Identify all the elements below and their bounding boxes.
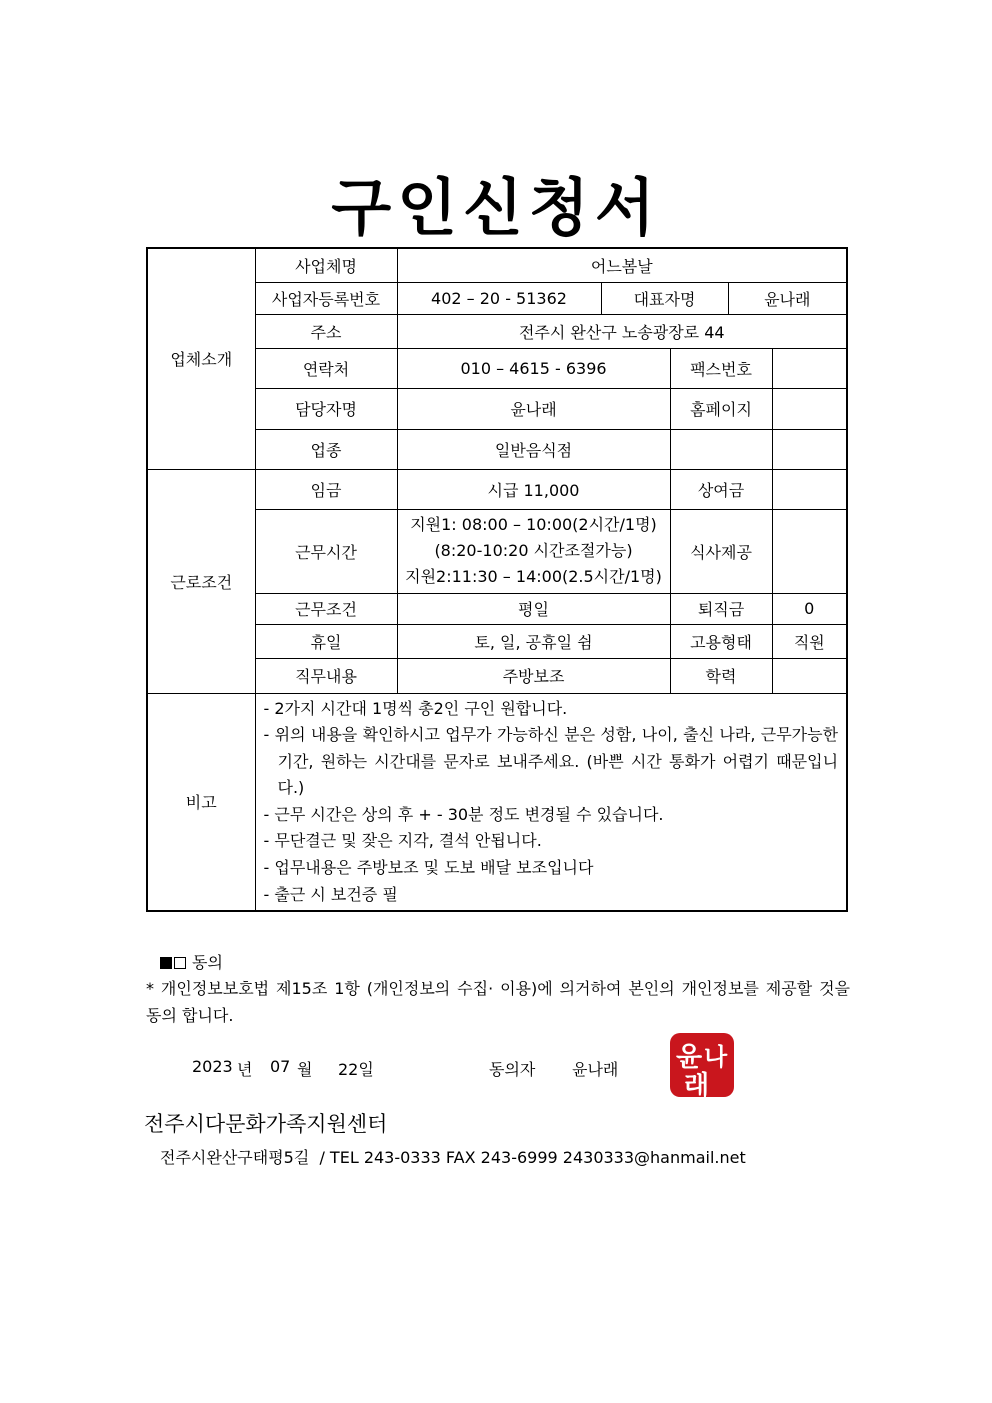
section-company: 업체소개 <box>147 248 255 469</box>
regno-value: 402 – 20 - 51362 <box>397 282 601 314</box>
industry-extra-value <box>772 429 847 469</box>
bonus-label: 상여금 <box>670 469 772 509</box>
wage-value: 시급 11,000 <box>397 469 670 509</box>
consent-statement: * 개인정보보호법 제15조 1항 (개인정보의 수집· 이용)에 의거하여 본인의 개인정보를 제공할 것을 동의 합니다. <box>146 979 850 1025</box>
remark-item: - 위의 내용을 확인하시고 업무가 가능하신 분은 성함, 나이, 출신 나라, 근무가능한 기간, 원하는 시간대를 문자로 보내주세요. (바쁜 시간 통화가 어렵기 때문입니다.) <box>263 725 839 798</box>
holiday-value: 토, 일, 공휴일 쉼 <box>397 624 670 658</box>
application-form-table <box>146 247 848 912</box>
signer-label: 동의자 <box>489 1060 536 1079</box>
workcond-value: 평일 <box>397 593 670 624</box>
checked-box-icon[interactable] <box>160 957 172 969</box>
address-label: 주소 <box>255 314 397 348</box>
fax-label: 팩스번호 <box>670 348 772 388</box>
hours-line-1: 지원1: 08:00 – 10:00(2시간/1명) <box>410 515 657 534</box>
wage-label: 임금 <box>255 469 397 509</box>
date-year: 2023 <box>192 1057 233 1076</box>
date-year-unit: 년 <box>237 1060 253 1079</box>
severance-label: 퇴직금 <box>670 593 772 624</box>
consent-label: 동의 <box>192 953 223 972</box>
meal-label: 식사제공 <box>670 509 772 593</box>
industry-label: 업종 <box>255 429 397 469</box>
center-contact-info: 전주시완산구태평5길 / TEL 243-0333 FAX 243-6999 2430333@hanmail.net <box>160 1148 746 1167</box>
representative-label: 대표자명 <box>601 282 728 314</box>
signer-name: 윤나래 <box>572 1060 619 1079</box>
remark-item: - 무단결근 및 잦은 지각, 결석 안됩니다. <box>263 831 542 851</box>
contact-label: 연락처 <box>255 348 397 388</box>
employment-label: 고용형태 <box>670 624 772 658</box>
duty-label: 직무내용 <box>255 658 397 693</box>
remark-item: - 2가지 시간대 1명씩 총2인 구인 원합니다. <box>263 698 568 718</box>
company-name-value: 어느봄날 <box>397 248 847 282</box>
hours-value <box>397 509 670 593</box>
date-day: 22일 <box>338 1060 374 1079</box>
document-title: 구인신청서 <box>331 171 661 244</box>
date-month-unit: 월 <box>297 1060 313 1079</box>
industry-extra <box>670 429 772 469</box>
hours-line-2: (8:20-10:20 시간조절가능) <box>434 541 633 560</box>
company-name-label: 사업체명 <box>255 248 397 282</box>
contact-value: 010 – 4615 - 6396 <box>397 348 670 388</box>
remark-item: - 업무내용은 주방보조 및 도보 배달 보조입니다 <box>263 858 594 878</box>
center-name: 전주시다문화가족지원센터 <box>144 1112 388 1136</box>
workcond-label: 근무조건 <box>255 593 397 624</box>
meal-value <box>772 509 847 593</box>
section-remarks: 비고 <box>147 693 255 911</box>
manager-value: 윤나래 <box>397 388 670 429</box>
homepage-label: 홈페이지 <box>670 388 772 429</box>
hours-line-3: 지원2:11:30 – 14:00(2.5시간/1명) <box>405 567 662 586</box>
remark-item: - 출근 시 보건증 필 <box>263 884 398 904</box>
address-value: 전주시 완산구 노송광장로 44 <box>397 314 847 348</box>
date-month: 07 <box>270 1057 291 1076</box>
duty-value: 주방보조 <box>397 658 670 693</box>
education-value <box>772 658 847 693</box>
hours-label: 근무시간 <box>255 509 397 593</box>
seal-stamp-icon: 윤 나 래 <box>670 1033 734 1097</box>
section-conditions: 근로조건 <box>147 469 255 693</box>
bonus-value <box>772 469 847 509</box>
severance-value: 0 <box>772 593 847 624</box>
remark-item: - 근무 시간은 상의 후 + - 30분 정도 변경될 수 있습니다. <box>263 804 664 824</box>
industry-value: 일반음식점 <box>397 429 670 469</box>
representative-value: 윤나래 <box>728 282 847 314</box>
manager-label: 담당자명 <box>255 388 397 429</box>
homepage-value <box>772 388 847 429</box>
remarks-content <box>255 693 847 911</box>
employment-value: 직원 <box>772 624 847 658</box>
fax-value <box>772 348 847 388</box>
education-label: 학력 <box>670 658 772 693</box>
holiday-label: 휴일 <box>255 624 397 658</box>
unchecked-box-icon[interactable] <box>174 957 186 969</box>
consent-checkbox-row <box>160 950 223 973</box>
regno-label: 사업자등록번호 <box>255 282 397 314</box>
